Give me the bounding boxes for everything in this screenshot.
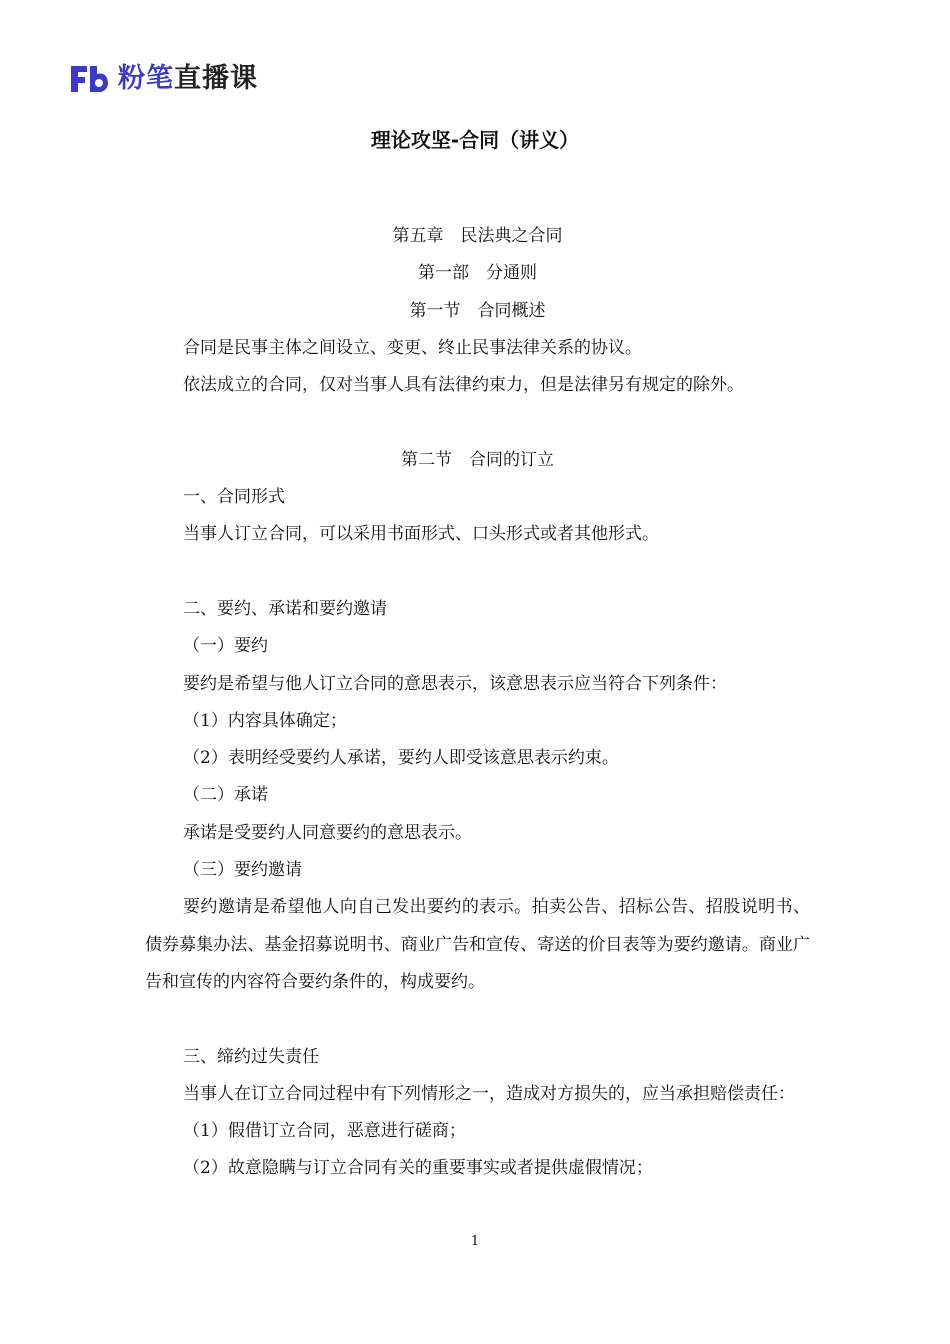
document-body xyxy=(145,218,810,1188)
paragraph: 依法成立的合同，仅对当事人具有法律约束力，但是法律另有规定的除外。 xyxy=(183,375,744,396)
paragraph: 要约邀请是希望他人向自己发出要约的表示。拍卖公告、招标公告、招股说明书、债券募集办法、基金招募说明书、商业广告和宣传、寄送的价目表等为要约邀请。商业广告和宣传的内容符合要约条件的，构成要约。 xyxy=(145,897,810,992)
paragraph: 要约是希望与他人订立合同的意思表示，该意思表示应当符合下列条件： xyxy=(183,673,727,694)
page-number: 1 xyxy=(470,1234,480,1249)
logo-prefix: 粉笔 xyxy=(118,63,174,94)
fb-logo-icon xyxy=(68,64,110,94)
subheading: 三、缔约过失责任 xyxy=(183,1046,319,1067)
spacer xyxy=(145,1001,810,1038)
subheading: （三）要约邀请 xyxy=(183,860,302,881)
list-item: （1）假借订立合同，恶意进行磋商； xyxy=(183,1121,466,1142)
logo-suffix: 直播课 xyxy=(174,63,258,94)
list-item: （2）故意隐瞒与订立合同有关的重要事实或者提供虚假情况； xyxy=(183,1158,653,1179)
paragraph: 承诺是受要约人同意要约的意思表示。 xyxy=(183,822,472,843)
spacer xyxy=(145,554,810,591)
header-logo xyxy=(68,62,258,96)
subheading: （二）承诺 xyxy=(183,785,268,806)
subheading: （一）要约 xyxy=(183,636,268,657)
spacer xyxy=(145,404,810,441)
subheading: 一、合同形式 xyxy=(183,487,285,508)
document-title: 理论攻坚-合同（讲义） xyxy=(370,128,580,152)
list-item: （1）内容具体确定； xyxy=(183,710,347,731)
section2-heading: 第二节 合同的订立 xyxy=(401,449,554,470)
part-heading: 第一部 分通则 xyxy=(418,263,537,284)
paragraph: 合同是民事主体之间设立、变更、终止民事法律关系的协议。 xyxy=(183,337,642,358)
paragraph: 当事人在订立合同过程中有下列情形之一，造成对方损失的，应当承担赔偿责任： xyxy=(183,1083,795,1104)
logo-wordmark xyxy=(118,62,258,96)
chapter-heading: 第五章 民法典之合同 xyxy=(392,226,563,246)
paragraph: 当事人订立合同，可以采用书面形式、口头形式或者其他形式。 xyxy=(183,524,659,545)
subheading: 二、要约、承诺和要约邀请 xyxy=(183,598,387,619)
section1-heading: 第一节 合同概述 xyxy=(409,300,546,321)
list-item: （2）表明经受要约人承诺，要约人即受该意思表示约束。 xyxy=(183,748,619,769)
